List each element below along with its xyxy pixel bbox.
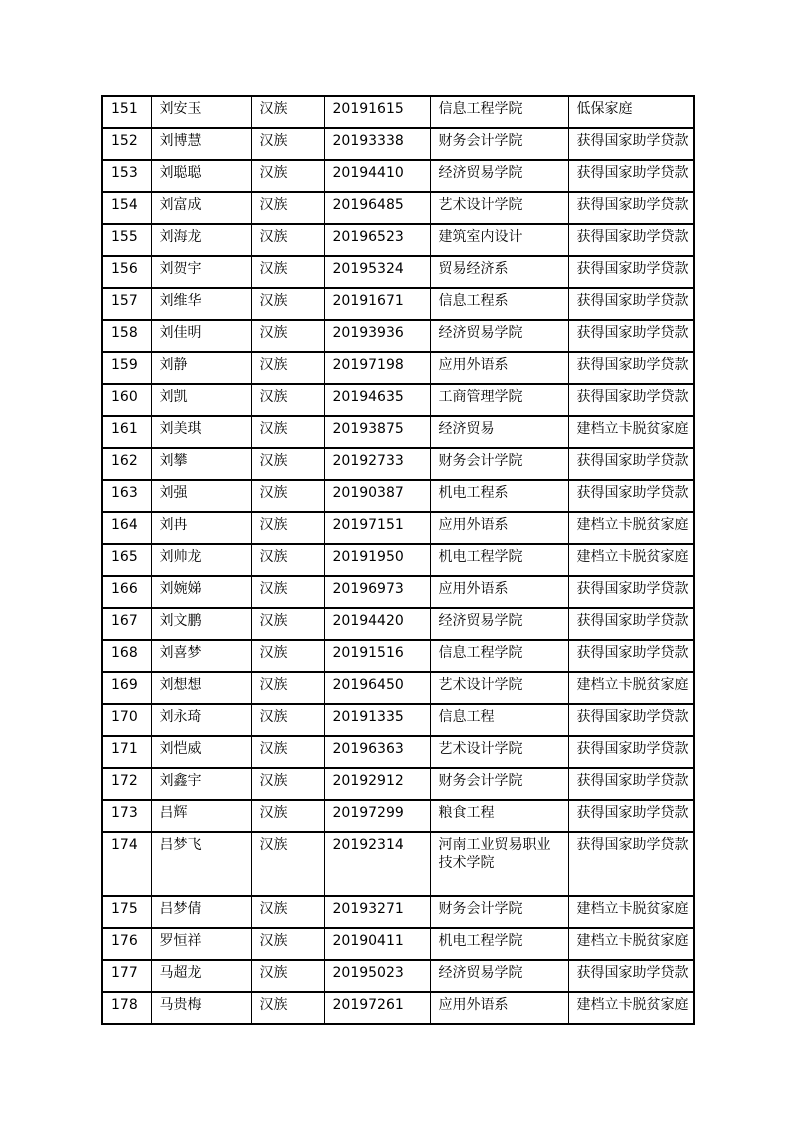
- cell-index: 154: [102, 192, 151, 224]
- cell-department: 经济贸易学院: [430, 960, 568, 992]
- cell-index: 168: [102, 640, 151, 672]
- cell-department: 经济贸易学院: [430, 160, 568, 192]
- table-row: [102, 800, 694, 832]
- cell-status: 获得国家助学贷款: [568, 576, 694, 608]
- cell-student-id: 20197198: [324, 352, 430, 384]
- cell-department: 工商管理学院: [430, 384, 568, 416]
- cell-status: 低保家庭: [568, 96, 694, 128]
- cell-ethnicity: 汉族: [251, 256, 324, 288]
- cell-student-id: 20194420: [324, 608, 430, 640]
- cell-student-id: 20197299: [324, 800, 430, 832]
- cell-index: 173: [102, 800, 151, 832]
- cell-ethnicity: 汉族: [251, 96, 324, 128]
- table-row: [102, 512, 694, 544]
- cell-ethnicity: 汉族: [251, 832, 324, 896]
- cell-status: 获得国家助学贷款: [568, 192, 694, 224]
- cell-name: 刘文鹏: [151, 608, 251, 640]
- cell-student-id: 20190411: [324, 928, 430, 960]
- cell-ethnicity: 汉族: [251, 672, 324, 704]
- cell-index: 171: [102, 736, 151, 768]
- table-row: [102, 544, 694, 576]
- cell-department: 经济贸易学院: [430, 608, 568, 640]
- table-row: [102, 576, 694, 608]
- cell-name: 吕梦飞: [151, 832, 251, 896]
- cell-ethnicity: 汉族: [251, 896, 324, 928]
- cell-status: 获得国家助学贷款: [568, 640, 694, 672]
- cell-ethnicity: 汉族: [251, 320, 324, 352]
- table-row: [102, 480, 694, 512]
- cell-ethnicity: 汉族: [251, 800, 324, 832]
- cell-status: 获得国家助学贷款: [568, 832, 694, 896]
- cell-status: 获得国家助学贷款: [568, 800, 694, 832]
- cell-student-id: 20193875: [324, 416, 430, 448]
- cell-name: 刘攀: [151, 448, 251, 480]
- table-row: [102, 128, 694, 160]
- table-row: [102, 160, 694, 192]
- cell-ethnicity: 汉族: [251, 640, 324, 672]
- cell-ethnicity: 汉族: [251, 352, 324, 384]
- cell-status: 获得国家助学贷款: [568, 256, 694, 288]
- cell-ethnicity: 汉族: [251, 224, 324, 256]
- cell-department: 机电工程学院: [430, 928, 568, 960]
- cell-index: 165: [102, 544, 151, 576]
- cell-ethnicity: 汉族: [251, 736, 324, 768]
- table-row: [102, 224, 694, 256]
- cell-ethnicity: 汉族: [251, 704, 324, 736]
- cell-name: 刘鑫宇: [151, 768, 251, 800]
- cell-ethnicity: 汉族: [251, 192, 324, 224]
- cell-student-id: 20194635: [324, 384, 430, 416]
- cell-department: 财务会计学院: [430, 896, 568, 928]
- cell-index: 166: [102, 576, 151, 608]
- cell-ethnicity: 汉族: [251, 480, 324, 512]
- cell-student-id: 20190387: [324, 480, 430, 512]
- table-row: [102, 960, 694, 992]
- cell-student-id: 20195023: [324, 960, 430, 992]
- cell-student-id: 20196485: [324, 192, 430, 224]
- table-row: [102, 384, 694, 416]
- cell-name: 吕辉: [151, 800, 251, 832]
- cell-student-id: 20192314: [324, 832, 430, 896]
- cell-name: 刘凯: [151, 384, 251, 416]
- cell-index: 156: [102, 256, 151, 288]
- cell-department: 艺术设计学院: [430, 736, 568, 768]
- cell-status: 获得国家助学贷款: [568, 128, 694, 160]
- cell-department: 机电工程学院: [430, 544, 568, 576]
- table-row: [102, 672, 694, 704]
- cell-index: 178: [102, 992, 151, 1024]
- cell-status: 建档立卡脱贫家庭: [568, 896, 694, 928]
- cell-status: 获得国家助学贷款: [568, 704, 694, 736]
- cell-index: 161: [102, 416, 151, 448]
- table-body: [102, 96, 694, 1024]
- cell-ethnicity: 汉族: [251, 384, 324, 416]
- table-row: [102, 704, 694, 736]
- cell-ethnicity: 汉族: [251, 608, 324, 640]
- cell-status: 获得国家助学贷款: [568, 960, 694, 992]
- cell-department: 粮食工程: [430, 800, 568, 832]
- cell-ethnicity: 汉族: [251, 768, 324, 800]
- cell-name: 刘贺宇: [151, 256, 251, 288]
- cell-name: 刘佳明: [151, 320, 251, 352]
- cell-student-id: 20191615: [324, 96, 430, 128]
- cell-index: 157: [102, 288, 151, 320]
- cell-department: 贸易经济系: [430, 256, 568, 288]
- cell-name: 刘婉娣: [151, 576, 251, 608]
- cell-student-id: 20197261: [324, 992, 430, 1024]
- cell-index: 170: [102, 704, 151, 736]
- cell-department: 应用外语系: [430, 512, 568, 544]
- cell-department: 财务会计学院: [430, 128, 568, 160]
- cell-ethnicity: 汉族: [251, 288, 324, 320]
- cell-name: 刘静: [151, 352, 251, 384]
- cell-department: 信息工程: [430, 704, 568, 736]
- cell-status: 获得国家助学贷款: [568, 448, 694, 480]
- cell-student-id: 20194410: [324, 160, 430, 192]
- table-row: [102, 640, 694, 672]
- cell-student-id: 20196973: [324, 576, 430, 608]
- cell-ethnicity: 汉族: [251, 576, 324, 608]
- cell-ethnicity: 汉族: [251, 448, 324, 480]
- cell-department: 应用外语系: [430, 352, 568, 384]
- cell-department: 应用外语系: [430, 576, 568, 608]
- cell-status: 获得国家助学贷款: [568, 736, 694, 768]
- cell-name: 吕梦倩: [151, 896, 251, 928]
- table-row: [102, 768, 694, 800]
- table-row: [102, 896, 694, 928]
- cell-student-id: 20193271: [324, 896, 430, 928]
- cell-department: 应用外语系: [430, 992, 568, 1024]
- table-row: [102, 288, 694, 320]
- cell-department: 财务会计学院: [430, 448, 568, 480]
- cell-index: 176: [102, 928, 151, 960]
- cell-ethnicity: 汉族: [251, 544, 324, 576]
- cell-index: 153: [102, 160, 151, 192]
- cell-status: 获得国家助学贷款: [568, 768, 694, 800]
- cell-index: 159: [102, 352, 151, 384]
- cell-department: 信息工程学院: [430, 640, 568, 672]
- cell-ethnicity: 汉族: [251, 128, 324, 160]
- cell-department: 艺术设计学院: [430, 672, 568, 704]
- table-row: [102, 320, 694, 352]
- cell-index: 152: [102, 128, 151, 160]
- cell-ethnicity: 汉族: [251, 160, 324, 192]
- table-row: [102, 608, 694, 640]
- table-row: [102, 832, 694, 896]
- cell-index: 160: [102, 384, 151, 416]
- cell-index: 167: [102, 608, 151, 640]
- cell-student-id: 20193338: [324, 128, 430, 160]
- cell-department: 财务会计学院: [430, 768, 568, 800]
- cell-name: 刘冉: [151, 512, 251, 544]
- student-roster-table: [101, 95, 695, 1025]
- table-row: [102, 192, 694, 224]
- cell-student-id: 20196450: [324, 672, 430, 704]
- cell-name: 刘博慧: [151, 128, 251, 160]
- cell-status: 获得国家助学贷款: [568, 160, 694, 192]
- table-row: [102, 416, 694, 448]
- cell-ethnicity: 汉族: [251, 992, 324, 1024]
- cell-name: 刘永琦: [151, 704, 251, 736]
- cell-name: 刘恺威: [151, 736, 251, 768]
- cell-index: 174: [102, 832, 151, 896]
- cell-index: 155: [102, 224, 151, 256]
- cell-name: 刘喜梦: [151, 640, 251, 672]
- cell-student-id: 20191671: [324, 288, 430, 320]
- cell-status: 获得国家助学贷款: [568, 320, 694, 352]
- cell-status: 建档立卡脱贫家庭: [568, 672, 694, 704]
- cell-status: 获得国家助学贷款: [568, 384, 694, 416]
- cell-department: 经济贸易: [430, 416, 568, 448]
- cell-status: 获得国家助学贷款: [568, 352, 694, 384]
- cell-student-id: 20192733: [324, 448, 430, 480]
- cell-ethnicity: 汉族: [251, 960, 324, 992]
- cell-student-id: 20197151: [324, 512, 430, 544]
- cell-status: 建档立卡脱贫家庭: [568, 544, 694, 576]
- cell-status: 建档立卡脱贫家庭: [568, 928, 694, 960]
- cell-status: 建档立卡脱贫家庭: [568, 992, 694, 1024]
- cell-name: 罗恒祥: [151, 928, 251, 960]
- cell-department: 机电工程系: [430, 480, 568, 512]
- cell-name: 马贵梅: [151, 992, 251, 1024]
- cell-index: 158: [102, 320, 151, 352]
- cell-status: 建档立卡脱贫家庭: [568, 512, 694, 544]
- cell-department: 艺术设计学院: [430, 192, 568, 224]
- cell-index: 172: [102, 768, 151, 800]
- table-row: [102, 96, 694, 128]
- cell-name: 刘海龙: [151, 224, 251, 256]
- cell-status: 获得国家助学贷款: [568, 288, 694, 320]
- cell-status: 获得国家助学贷款: [568, 480, 694, 512]
- cell-ethnicity: 汉族: [251, 416, 324, 448]
- table-row: [102, 256, 694, 288]
- cell-student-id: 20192912: [324, 768, 430, 800]
- cell-student-id: 20195324: [324, 256, 430, 288]
- cell-name: 刘美琪: [151, 416, 251, 448]
- cell-student-id: 20196523: [324, 224, 430, 256]
- cell-name: 刘富成: [151, 192, 251, 224]
- cell-name: 马超龙: [151, 960, 251, 992]
- cell-name: 刘想想: [151, 672, 251, 704]
- cell-status: 获得国家助学贷款: [568, 608, 694, 640]
- cell-student-id: 20191516: [324, 640, 430, 672]
- cell-name: 刘聪聪: [151, 160, 251, 192]
- cell-name: 刘安玉: [151, 96, 251, 128]
- cell-department: 信息工程学院: [430, 96, 568, 128]
- cell-index: 151: [102, 96, 151, 128]
- cell-index: 177: [102, 960, 151, 992]
- cell-index: 175: [102, 896, 151, 928]
- cell-department: 建筑室内设计: [430, 224, 568, 256]
- cell-status: 获得国家助学贷款: [568, 224, 694, 256]
- table-row: [102, 736, 694, 768]
- cell-index: 169: [102, 672, 151, 704]
- cell-ethnicity: 汉族: [251, 512, 324, 544]
- cell-department: 经济贸易学院: [430, 320, 568, 352]
- cell-student-id: 20191950: [324, 544, 430, 576]
- cell-student-id: 20191335: [324, 704, 430, 736]
- cell-student-id: 20193936: [324, 320, 430, 352]
- cell-name: 刘维华: [151, 288, 251, 320]
- table-row: [102, 928, 694, 960]
- cell-ethnicity: 汉族: [251, 928, 324, 960]
- cell-index: 164: [102, 512, 151, 544]
- cell-name: 刘强: [151, 480, 251, 512]
- cell-department: 信息工程系: [430, 288, 568, 320]
- table-row: [102, 992, 694, 1024]
- cell-name: 刘帅龙: [151, 544, 251, 576]
- cell-student-id: 20196363: [324, 736, 430, 768]
- cell-index: 163: [102, 480, 151, 512]
- cell-department: 河南工业贸易职业技术学院: [430, 832, 568, 896]
- cell-index: 162: [102, 448, 151, 480]
- cell-status: 建档立卡脱贫家庭: [568, 416, 694, 448]
- table-row: [102, 448, 694, 480]
- table-row: [102, 352, 694, 384]
